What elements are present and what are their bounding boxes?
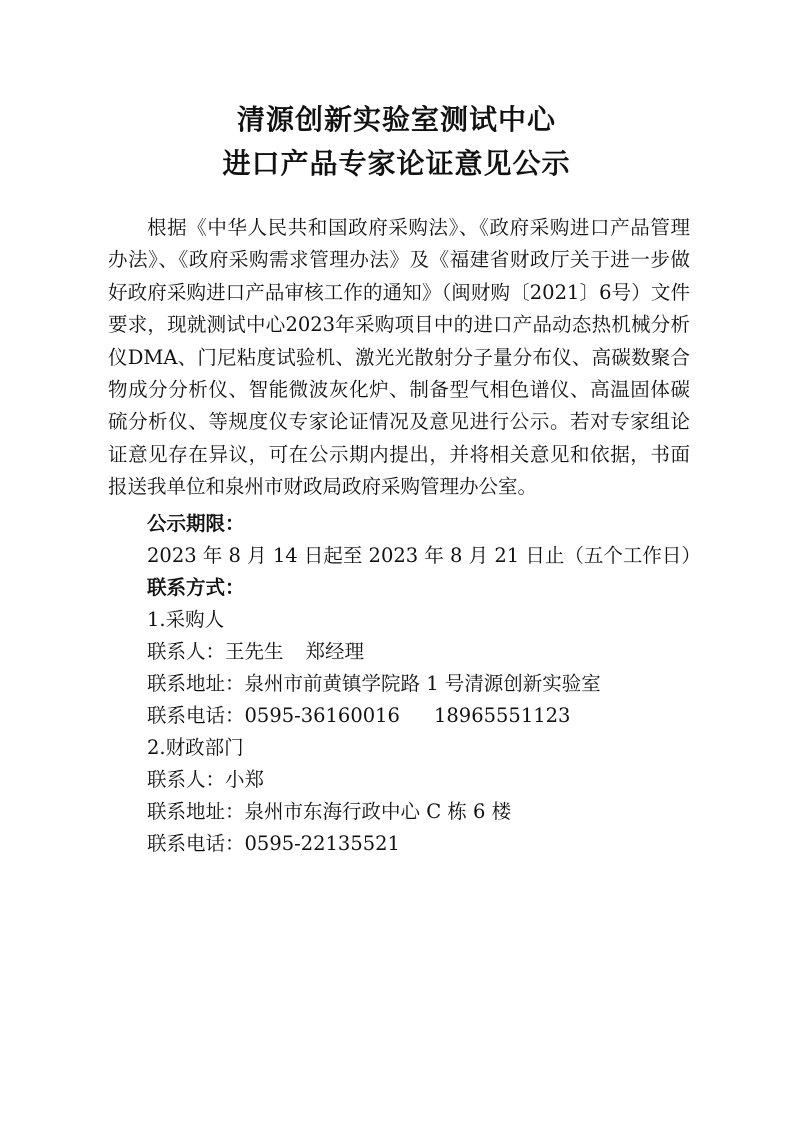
purchaser-heading: 1.采购人: [147, 608, 225, 631]
purchaser-phone-2: 18965551123: [433, 704, 571, 727]
period-text: 2023 年 8 月 14 日起至 2023 年 8 月 21 日止（五个工作日）: [147, 544, 701, 567]
purchaser-person-1: 联系人：王先生: [147, 640, 284, 663]
purchaser-phone: [147, 700, 570, 732]
finance-heading: 2.财政部门: [147, 736, 244, 759]
finance-contact-person: 联系人：小郑: [147, 768, 265, 791]
finance-address: 联系地址：泉州市东海行政中心 C 栋 6 楼: [147, 800, 512, 823]
period-heading: 公示期限：: [147, 512, 245, 535]
document-title-line-2: 进口产品专家论证意见公示: [222, 147, 571, 180]
body-paragraph: 根据《中华人民共和国政府采购法》、《政府采购进口产品管理办法》、《政府采购需求管理办法》及《福建省财政厅关于进一步做好政府采购进口产品审核工作的通知》（闽财购〔2021〕6号）文件要求，现就测试中心2023年采购项目中的进口产品动态热机械分析仪DMA、门尼粘度试验机、激光光散射分子量分布仪、高碳数聚合物成分分析仪、智能微波灰化炉、制备型气相色谱仪、高温固体碳硫分析仪、等规度仪专家论证情况及意见进行公示。若对专家组论证意见存在异议，可在公示期内提出，并将相关意见和依据，书面报送我单位和泉州市财政局政府采购管理办公室。: [108, 216, 690, 499]
purchaser-phone-1: 联系电话：0595-36160016: [147, 704, 400, 727]
purchaser-person-2: 郑经理: [305, 640, 365, 663]
purchaser-contact-person: [147, 636, 364, 668]
finance-phone: 联系电话：0595-22135521: [147, 832, 400, 855]
purchaser-address: 联系地址：泉州市前黄镇学院路 1 号清源创新实验室: [147, 672, 601, 695]
document-title-line-1: 清源创新实验室测试中心: [236, 103, 556, 136]
contact-heading: 联系方式：: [147, 576, 245, 599]
